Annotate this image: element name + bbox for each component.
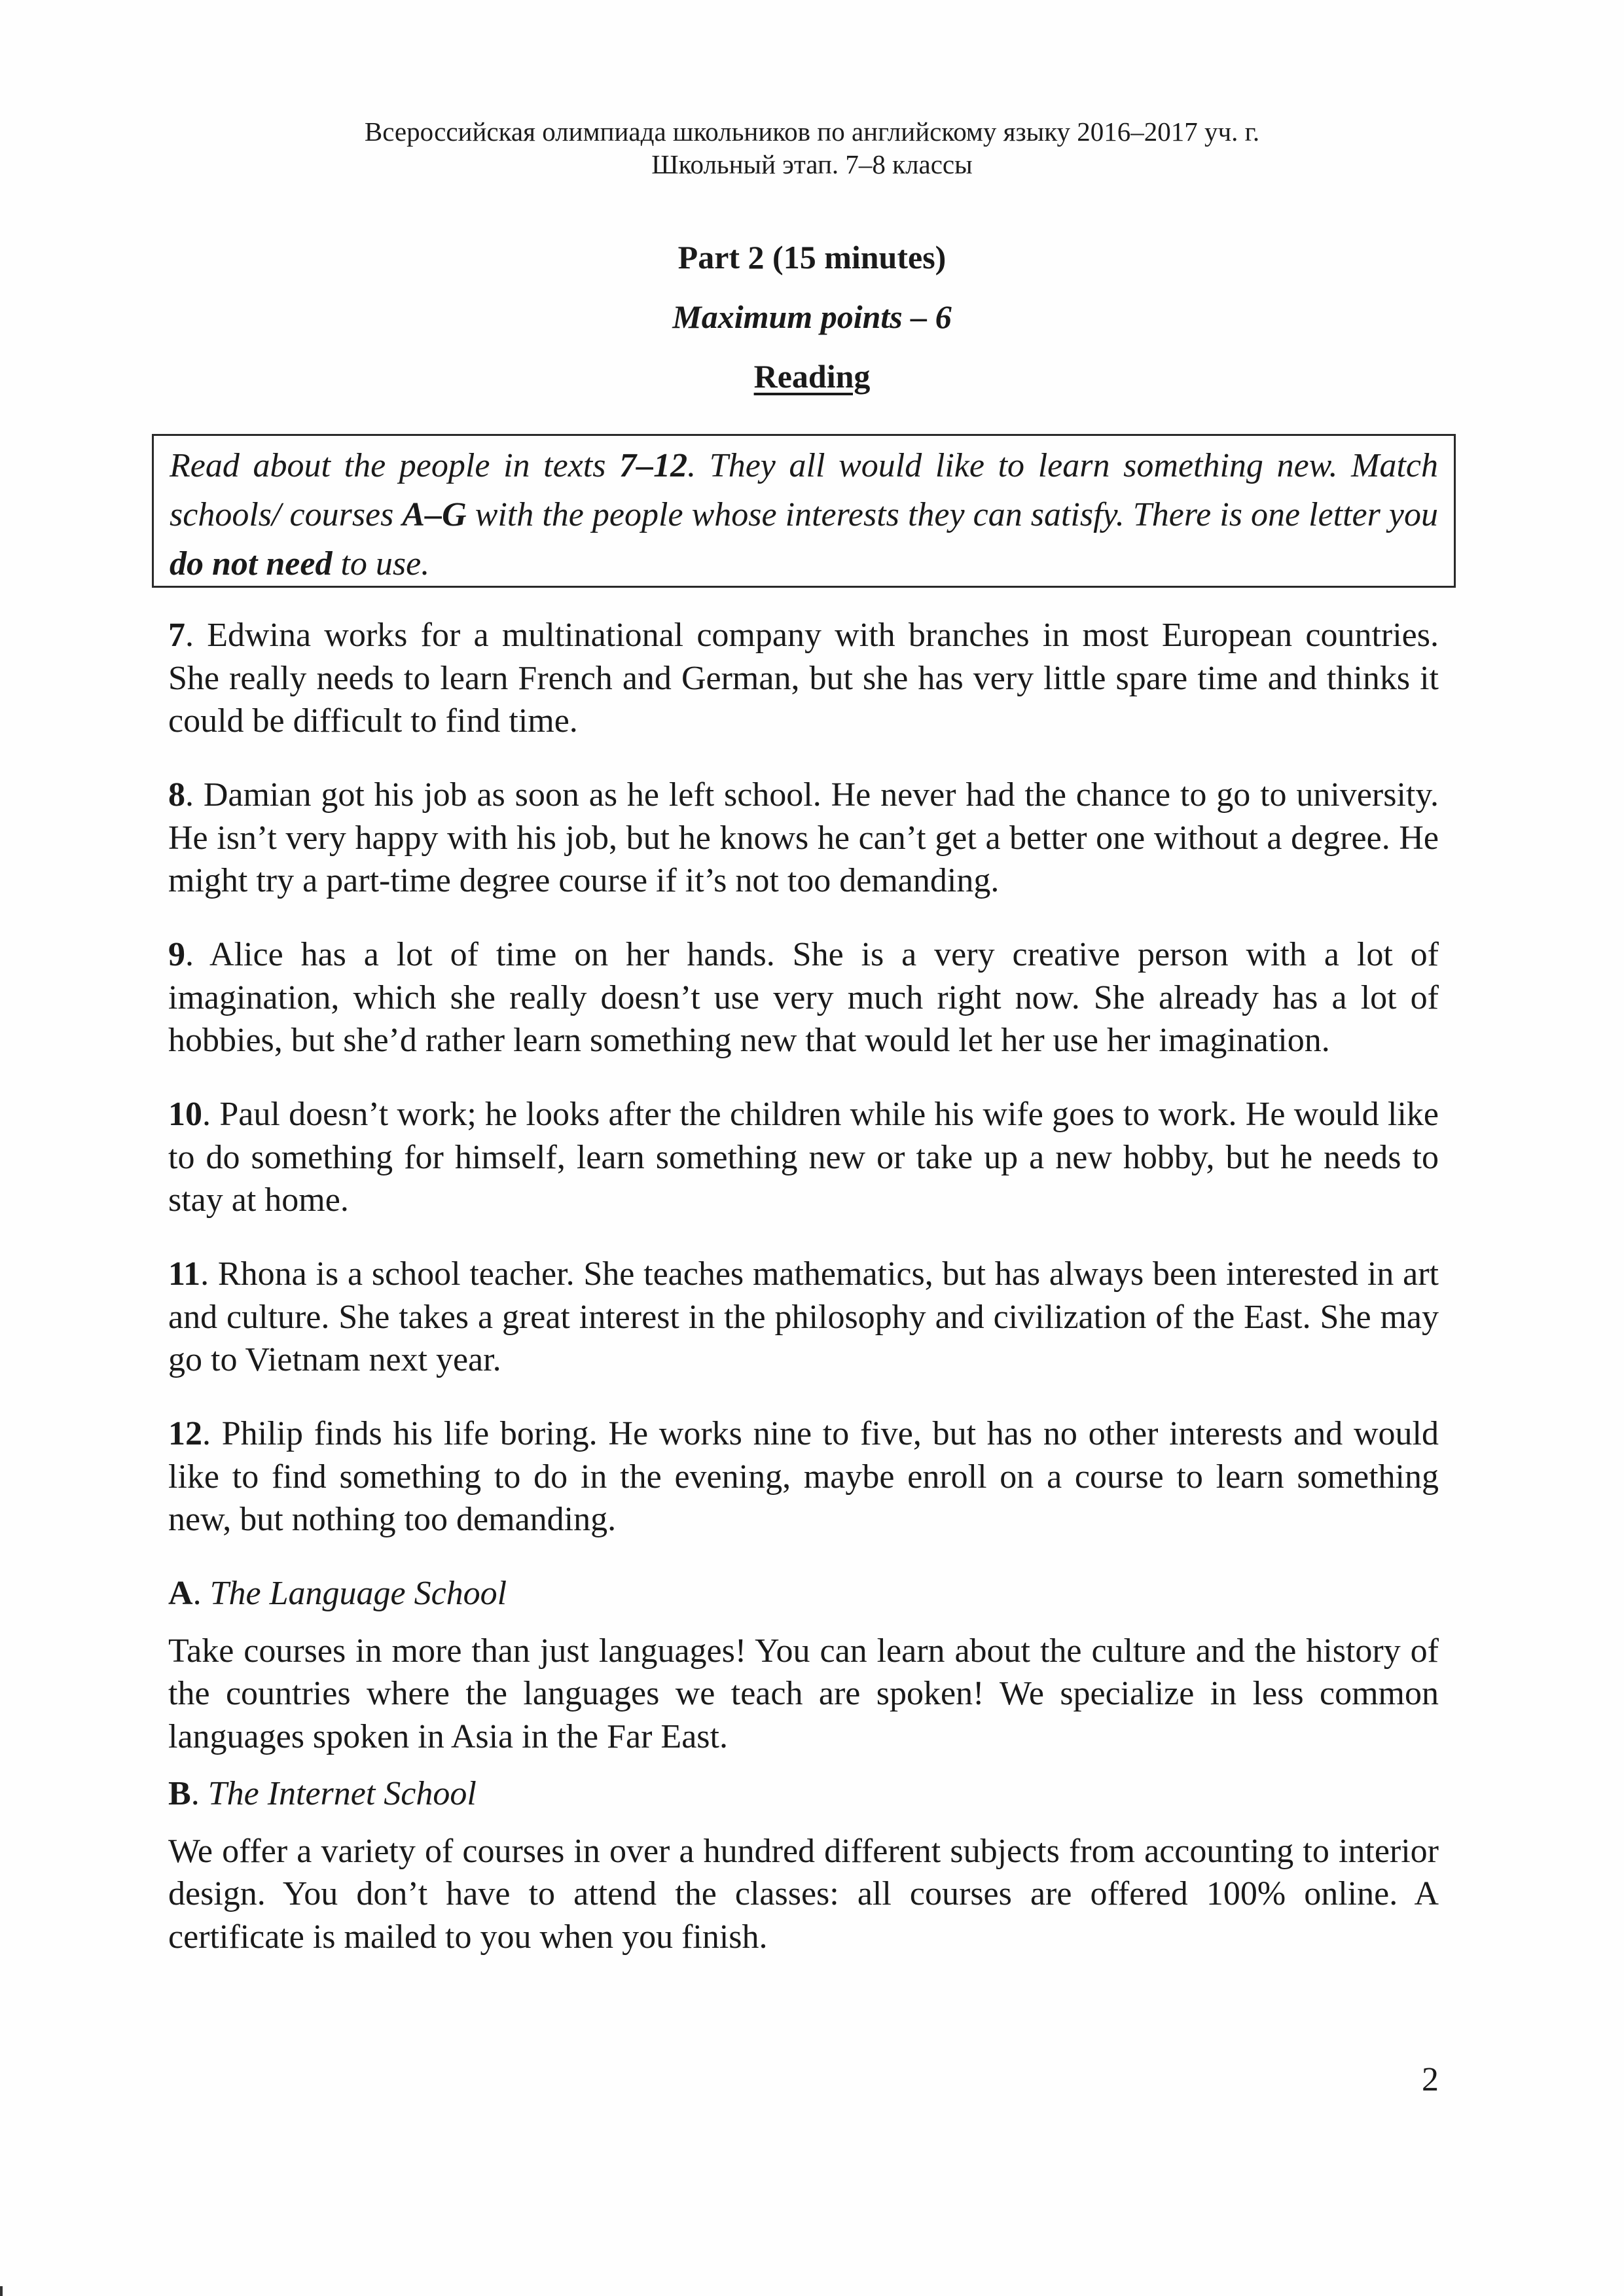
school-separator: . bbox=[190, 1775, 200, 1812]
item-separator: . bbox=[185, 776, 194, 814]
item-text: Rhona is a school teacher. She teaches mathematics, but has always been interested in art and culture. She takes a great interest in the philosophy and civilization of the East. She may go to Vietnam next year. bbox=[168, 1255, 1439, 1378]
item-number: 9 bbox=[168, 936, 185, 973]
item-text: Alice has a lot of time on her hands. She is a very creative person with a lot of imagination, which she really doesn’t use very much right now. She already has a lot of hobbies, but she’d rather learn something new that would let her use her imagination. bbox=[168, 936, 1439, 1059]
item-separator: . bbox=[200, 1255, 209, 1293]
part-heading-block bbox=[0, 228, 1624, 406]
instructions-text: with the people whose interests they can satisfy. There is one letter you bbox=[466, 496, 1438, 533]
item-text: Paul doesn’t work; he looks after the children while his wife goes to work. He would like to do something for himself, learn something new or take up a new hobby, but he needs to stay at home. bbox=[168, 1096, 1439, 1219]
instructions-emphasis-letters-range: A–G bbox=[402, 496, 467, 533]
instructions-emphasis-do-not-need: do not need bbox=[170, 545, 333, 583]
page-number: 2 bbox=[1422, 2061, 1439, 2098]
scan-artifact bbox=[0, 2286, 3, 2296]
item-number: 11 bbox=[168, 1255, 201, 1293]
school-letter: B bbox=[168, 1775, 191, 1812]
section-title: Reading bbox=[753, 358, 871, 395]
instructions-text: . They all would like to learn something new. Match schools/ courses bbox=[170, 447, 1438, 533]
item-number: 12 bbox=[168, 1415, 202, 1452]
school-letter: A bbox=[168, 1575, 193, 1612]
part-title: Part 2 (15 minutes) bbox=[677, 239, 947, 276]
person-text-7 bbox=[168, 614, 1439, 743]
item-separator: . bbox=[185, 936, 194, 973]
person-text-9 bbox=[168, 933, 1439, 1062]
item-number: 8 bbox=[168, 776, 185, 814]
person-text-8 bbox=[168, 774, 1439, 903]
school-name: The Language School bbox=[209, 1575, 507, 1612]
school-name: The Internet School bbox=[208, 1775, 477, 1812]
olympiad-header bbox=[0, 115, 1624, 181]
person-text-12 bbox=[168, 1412, 1439, 1541]
item-text: Edwina works for a multinational company with branches in most European countries. She really needs to learn French and German, but she has very little spare time and thinks it could be difficult to find time. bbox=[168, 617, 1439, 740]
school-heading-a bbox=[168, 1572, 1439, 1615]
item-separator: . bbox=[202, 1096, 211, 1133]
header-subtitle: Школьный этап. 7–8 классы bbox=[651, 149, 973, 179]
item-number: 7 bbox=[168, 617, 185, 654]
item-text: Philip finds his life boring. He works nine to five, but has no other interests and would like to find something to do in the evening, maybe enroll on a course to learn something new, but nothing too demanding. bbox=[168, 1415, 1439, 1538]
person-text-10 bbox=[168, 1093, 1439, 1222]
instructions-emphasis-texts-range: 7–12 bbox=[619, 447, 688, 484]
reading-texts bbox=[168, 614, 1439, 1973]
instructions-box bbox=[152, 434, 1456, 588]
item-separator: . bbox=[202, 1415, 211, 1452]
item-number: 10 bbox=[168, 1096, 202, 1133]
school-description-a: Take courses in more than just languages! You can learn about the culture and the history of the countries where the languages we teach are spoken! We specialize in less common languages spoken in Asia in the Far East. bbox=[168, 1632, 1439, 1755]
instructions-text: to use. bbox=[332, 545, 430, 583]
instructions-text: Read about the people in texts bbox=[170, 447, 620, 484]
item-text: Damian got his job as soon as he left school. He never had the chance to go to university. He isn’t very happy with his job, but he knows he can’t get a better one without a degree. He might try a part-time degree course if it’s not too demanding. bbox=[168, 776, 1439, 899]
person-text-11 bbox=[168, 1253, 1439, 1382]
school-separator: . bbox=[192, 1575, 202, 1612]
school-heading-b bbox=[168, 1772, 1439, 1816]
school-description-b: We offer a variety of courses in over a hundred different subjects from accounting to interior design. You don’t have to attend the classes: all courses are offered 100% online. A certificate is mailed to you when you finish. bbox=[168, 1832, 1439, 1956]
max-points-title: Maximum points – 6 bbox=[672, 298, 952, 335]
header-title: Всероссийская олимпиада школьников по английскому языку 2016–2017 уч. г. bbox=[364, 117, 1260, 147]
item-separator: . bbox=[185, 617, 194, 654]
